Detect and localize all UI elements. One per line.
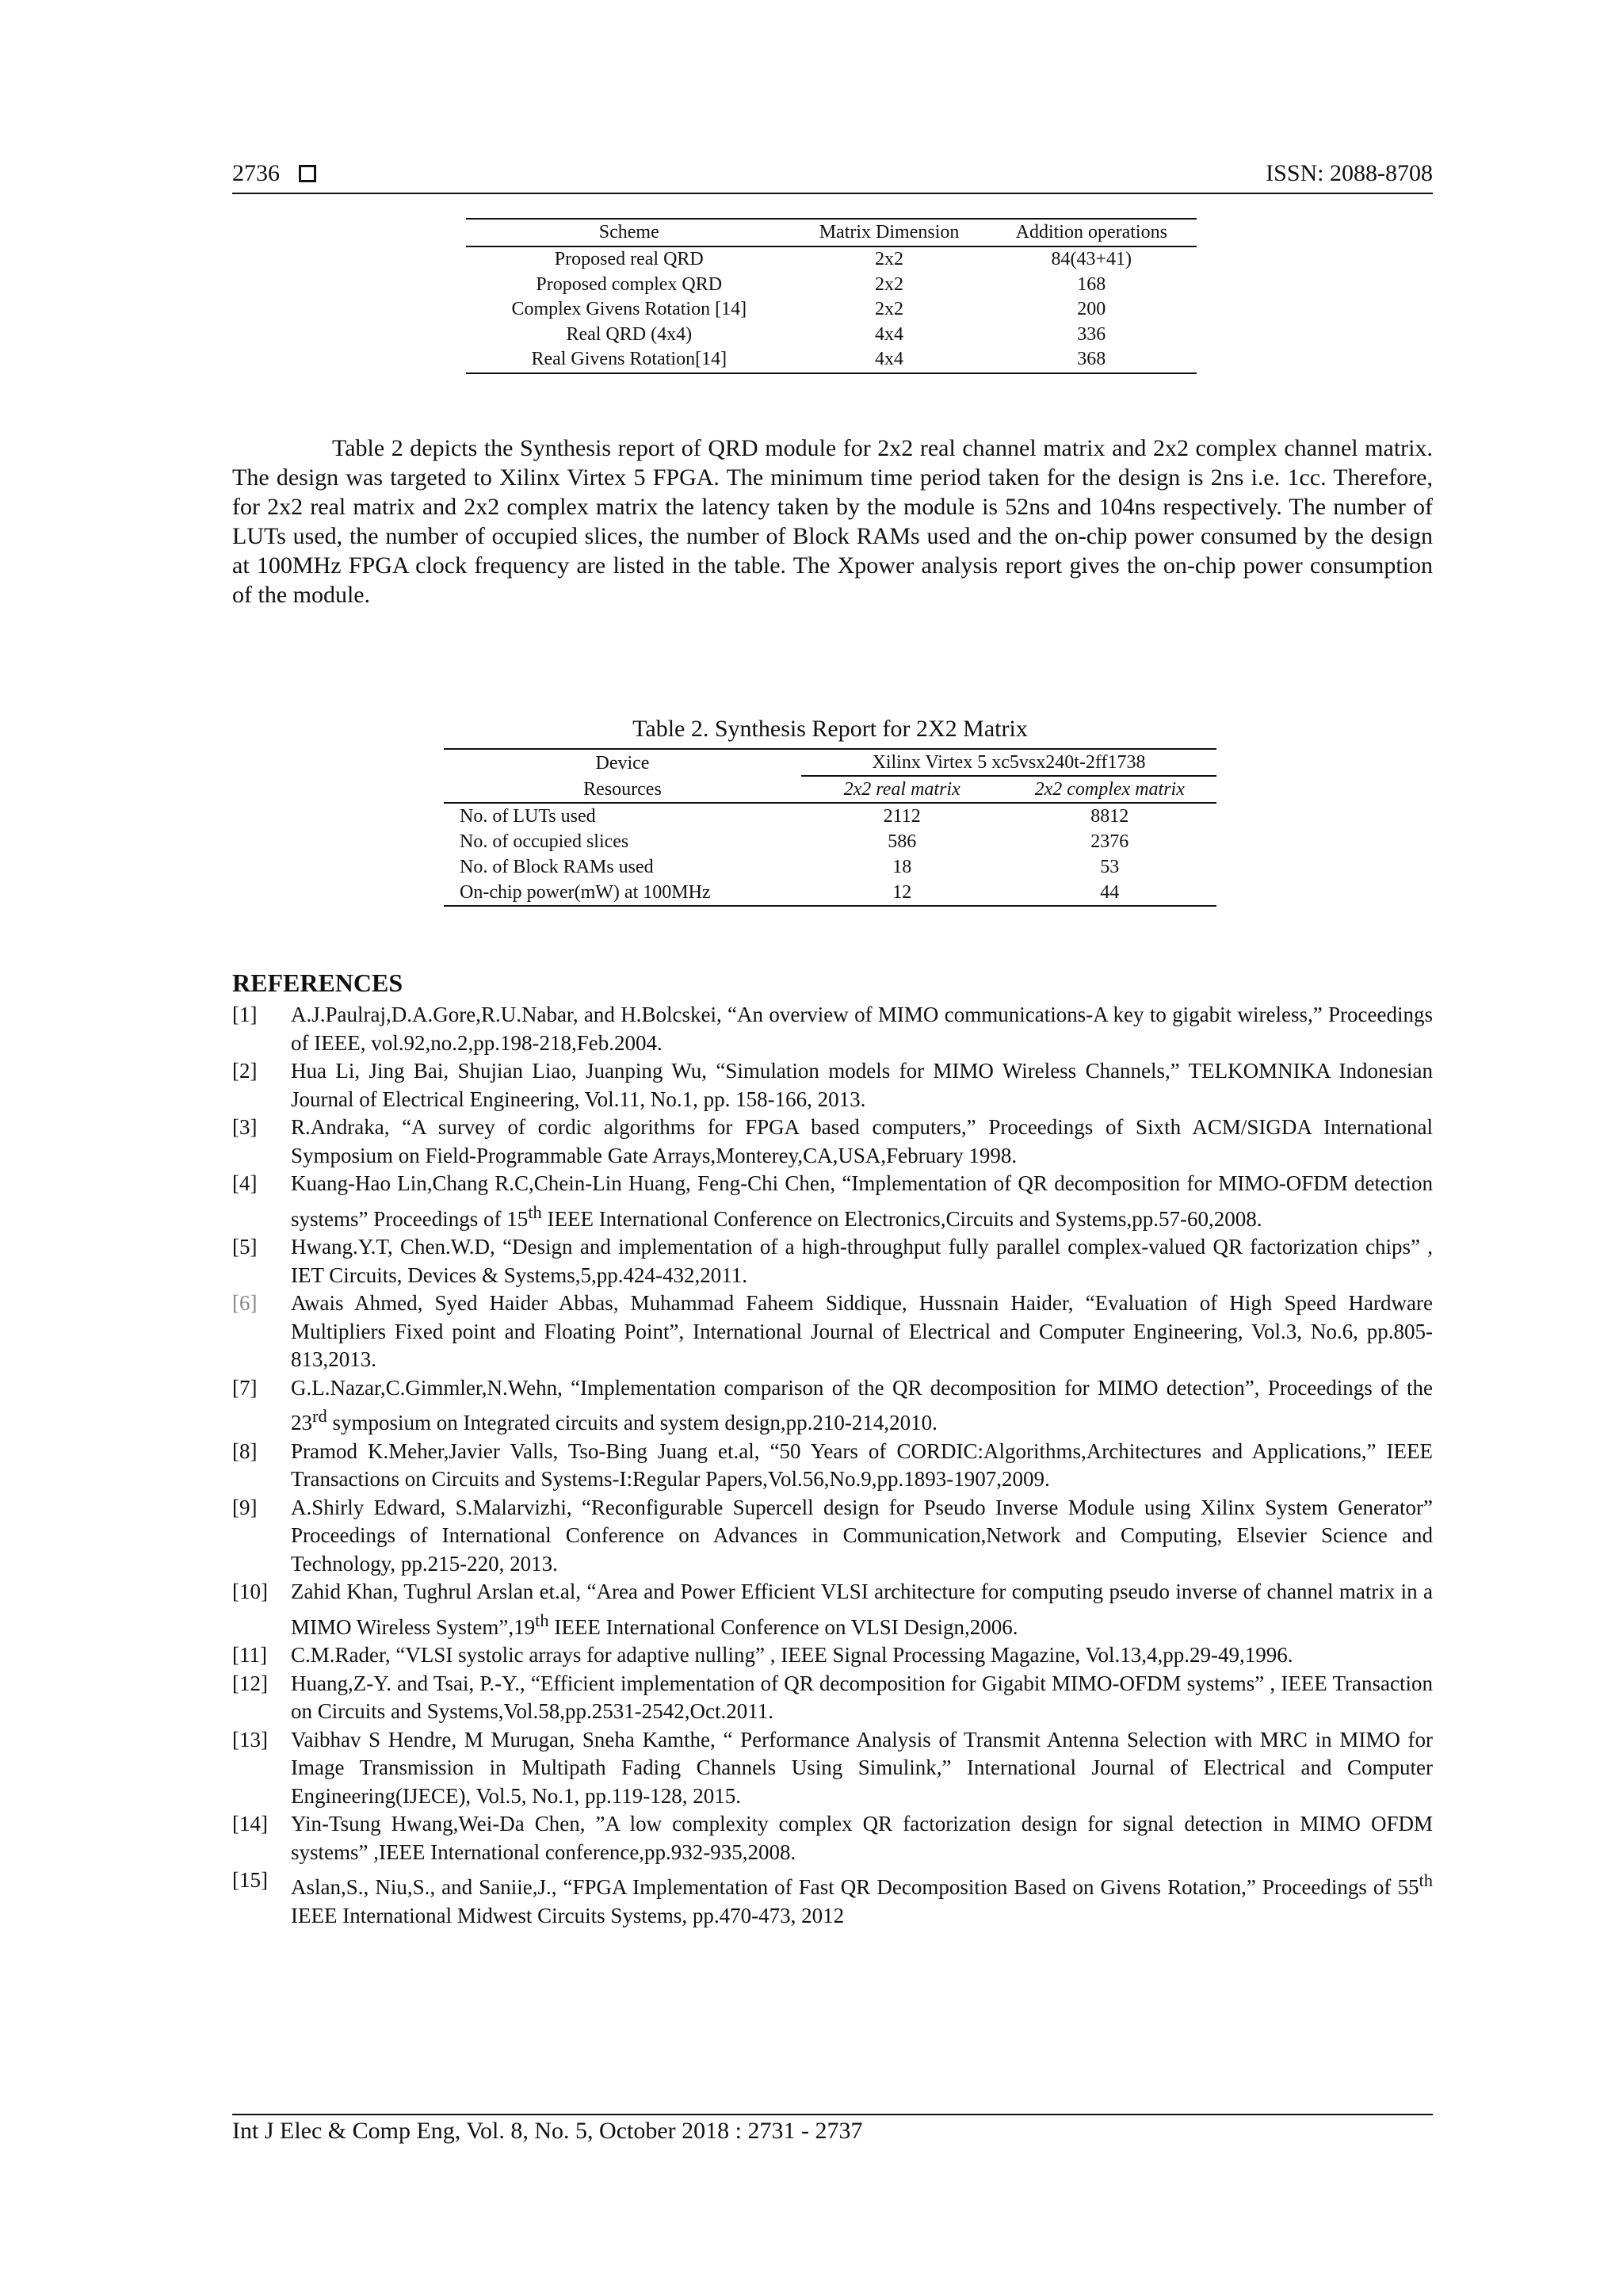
table-cell: 2376 [1090, 831, 1129, 852]
reference-item [232, 1438, 1433, 1494]
reference-number: [4] [232, 1171, 258, 1195]
page-number: 2736 [232, 160, 280, 186]
reference-number: [15] [232, 1868, 268, 1892]
square-bullet-icon [299, 165, 316, 182]
reference-item [232, 1726, 1433, 1811]
table-2 [444, 748, 1216, 907]
reference-item [232, 1374, 1433, 1438]
table-cell: 336 [1077, 323, 1106, 345]
table-cell: 200 [1077, 299, 1106, 319]
reference-number: [10] [232, 1580, 268, 1603]
reference-number: [6] [232, 1291, 258, 1315]
column-header: Addition operations [987, 219, 1197, 246]
table-cell: 12 [801, 880, 1002, 906]
reference-text: Zahid Khan, Tughrul Arslan et.al, “Area and Power Efficient VLSI architecture for computing pseudo inverse of channel matrix in a MIMO Wireless System”,19th IEEE International Conference on VLSI Design,2006. [291, 1580, 1433, 1639]
table-cell: 4x4 [792, 347, 987, 373]
table-cell: Complex Givens Rotation [14] [511, 299, 747, 319]
table-cell: 2x2 [875, 299, 904, 319]
table-cell: 18 [892, 857, 912, 877]
reference-number: [12] [232, 1671, 268, 1695]
table-row [466, 246, 1197, 273]
reference-item [232, 1810, 1433, 1866]
table-row [466, 297, 1197, 323]
reference-number: [7] [232, 1375, 258, 1400]
reference-text: Pramod K.Meher,Javier Valls, Tso-Bing Juang et.al, “50 Years of CORDIC:Algorithms,Architectures and Applications,” IEEE Transactions on Circuits and Systems-I:Regular Papers,Vol.56,No.9,pp.1893-1907,2009. [291, 1438, 1433, 1491]
table-cell: 53 [1100, 857, 1120, 877]
table-1 [466, 218, 1197, 374]
reference-number: [9] [232, 1495, 258, 1519]
table-cell: 168 [1077, 273, 1106, 295]
reference-text: Aslan,S., Niu,S., and Saniie,J., “FPGA Implementation of Fast QR Decomposition Based on Givens Rotation,” Proceedings of 55th IEEE International Midwest Circuits Systems, pp.470-473, 2012 [291, 1870, 1433, 1927]
reference-number: [14] [232, 1812, 268, 1836]
reference-text: Awais Ahmed, Syed Haider Abbas, Muhammad Faheem Siddique, Hussnain Haider, “Evaluation of High Speed Hardware Multipliers Fixed point and Floating Point”, International Journal of Electrical and Computer Engineering, Vol.3, No.6, pp.805-813,2013. [291, 1291, 1433, 1371]
table-cell: 2x2 [875, 273, 904, 295]
column-header: Matrix Dimension [792, 219, 987, 246]
table-cell: No. of occupied slices [460, 831, 629, 852]
reference-number: [2] [232, 1059, 258, 1083]
reference-item [232, 1494, 1433, 1579]
reference-number: [8] [232, 1438, 258, 1463]
table-cell: Proposed complex QRD [536, 273, 723, 295]
reference-text: A.J.Paulraj,D.A.Gore,R.U.Nabar, and H.Bolcskei, “An overview of MIMO communications-A key to gigabit wireless,” Proceedings of IEEE, vol.92,no.2,pp.198-218,Feb.2004. [291, 1003, 1433, 1055]
table-cell: Real Givens Rotation[14] [466, 347, 792, 373]
reference-item [232, 1233, 1433, 1289]
table-header-row [444, 749, 1216, 776]
reference-text: Hua Li, Jing Bai, Shujian Liao, Juanping Wu, “Simulation models for MIMO Wireless Channels,” TELKOMNIKA Indonesian Journal of Electrical Engineering, Vol.11, No.1, pp. 158-166, 2013. [291, 1059, 1433, 1111]
references-heading: REFERENCES [232, 968, 403, 997]
table-2-caption: Table 2. Synthesis Report for 2X2 Matrix [632, 716, 1028, 742]
reference-item [232, 1670, 1433, 1726]
reference-item [232, 1170, 1433, 1233]
table-cell: 44 [1002, 880, 1216, 906]
reference-text: Huang,Z-Y. and Tsai, P.-Y., “Efficient implementation of QR decomposition for Gigabit MIMO-OFDM systems” , IEEE Transaction on Circuits and Systems,Vol.58,pp.2531-2542,Oct.2011. [291, 1671, 1433, 1723]
reference-text: C.M.Rader, “VLSI systolic arrays for adaptive nulling” , IEEE Signal Processing Magazine, Vol.13,4,pp.29-49,1996. [291, 1643, 1293, 1667]
column-header: Scheme [466, 219, 792, 246]
table-row [466, 347, 1197, 373]
table-cell: Proposed real QRD [554, 249, 704, 269]
reference-number: [5] [232, 1235, 258, 1259]
reference-item [232, 1057, 1433, 1114]
page-header [232, 155, 1433, 192]
reference-number: [13] [232, 1727, 268, 1752]
table-row [444, 880, 1216, 906]
table-cell: No. of Block RAMs used [460, 857, 654, 877]
table-cell: On-chip power(mW) at 100MHz [444, 880, 801, 906]
device-value: Xilinx Virtex 5 xc5vsx240t-2ff1738 [801, 749, 1216, 776]
table-row [466, 323, 1197, 348]
reference-item [232, 1866, 1433, 1930]
reference-number: [1] [232, 1003, 258, 1026]
reference-text: G.L.Nazar,C.Gimmler,N.Wehn, “Implementation comparison of the QR decomposition for MIMO detection”, Proceedings of the 23rd symposium on Integrated circuits and system design,pp.210-214,2010. [291, 1375, 1433, 1435]
reference-item [232, 1578, 1433, 1641]
table-cell: 2x2 [875, 249, 904, 269]
table-header-row [444, 776, 1216, 803]
device-label: Device [444, 749, 801, 776]
reference-item [232, 1114, 1433, 1170]
reference-item [232, 1641, 1433, 1670]
reference-item [232, 1001, 1433, 1057]
reference-item [232, 1289, 1433, 1374]
table-cell: 586 [888, 831, 917, 852]
table-cell: 84(43+41) [1051, 249, 1132, 269]
table-row [466, 273, 1197, 298]
reference-text: Hwang.Y.T, Chen.W.D, “Design and implementation of a high-throughput fully parallel complex-valued QR factorization chips” , IET Circuits, Devices & Systems,5,pp.424-432,2011. [291, 1235, 1433, 1287]
table-cell: 2112 [883, 806, 921, 827]
table-cell: 4x4 [875, 323, 904, 345]
table-cell: Real QRD (4x4) [566, 323, 693, 345]
body-paragraph: Table 2 depicts the Synthesis report of QRD module for 2x2 real channel matrix and 2x2 complex channel matrix. The design was targeted to Xilinx Virtex 5 FPGA. The minimum time period taken for the design is 2ns i.e. 1cc. Therefore, for 2x2 real matrix and 2x2 complex matrix the latency taken by the module is 52ns and 104ns respectively. The number of LUTs used, the number of occupied slices, the number of Block RAMs used and the on-chip power consumed by the design at 100MHz FPGA clock frequency are listed in the table. The Xpower analysis report gives the on-chip power consumption of the module. [232, 435, 1433, 608]
reference-text: Yin-Tsung Hwang,Wei-Da Chen, ”A low complexity complex QR factorization design for signal detection in MIMO OFDM systems” ,IEEE International conference,pp.932-935,2008. [291, 1812, 1433, 1864]
reference-text: A.Shirly Edward, S.Malarvizhi, “Reconfigurable Supercell design for Pseudo Inverse Module using Xilinx System Generator” Proceedings of International Conference on Advances in Communication,Network and Computing, Elsevier Science and Technology, pp.215-220, 2013. [291, 1495, 1433, 1576]
footer-rule [232, 2114, 1433, 2115]
table-row [444, 854, 1216, 880]
table-row [444, 829, 1216, 854]
reference-number: [3] [232, 1115, 258, 1139]
reference-number: [11] [232, 1643, 267, 1667]
table-cell: No. of LUTs used [460, 806, 596, 827]
footer-citation: Int J Elec & Comp Eng, Vol. 8, No. 5, October 2018 : 2731 - 2737 [232, 2118, 863, 2144]
column-header-real: 2x2 real matrix [801, 776, 1002, 803]
table-cell: 8812 [1090, 806, 1129, 827]
reference-text: Vaibhav S Hendre, M Murugan, Sneha Kamthe, “ Performance Analysis of Transmit Antenna Selection with MRC in MIMO for Image Transmission in Multipath Fading Channels Using Simulink,” International Journal of Electrical and Computer Engineering(IJECE), Vol.5, No.1, pp.119-128, 2015. [291, 1727, 1433, 1808]
table-cell: 368 [987, 347, 1197, 373]
table-header-row [466, 219, 1197, 246]
reference-text: R.Andraka, “A survey of cordic algorithms for FPGA based computers,” Proceedings of Sixth ACM/SIGDA International Symposium on Field-Programmable Gate Arrays,Monterey,CA,USA,February 1998. [291, 1115, 1433, 1167]
header-rule [232, 193, 1433, 194]
issn-label: ISSN: 2088-8708 [1266, 160, 1433, 186]
reference-list [232, 1001, 1433, 1930]
column-header-complex: 2x2 complex matrix [1002, 776, 1216, 803]
resources-label: Resources [444, 776, 801, 803]
table-row [444, 803, 1216, 829]
reference-text: Kuang-Hao Lin,Chang R.C,Chein-Lin Huang, Feng-Chi Chen, “Implementation of QR decomposition for MIMO-OFDM detection systems” Proceedings of 15th IEEE International Conference on Electronics,Circuits and Systems,pp.57-60,2008. [291, 1171, 1433, 1231]
